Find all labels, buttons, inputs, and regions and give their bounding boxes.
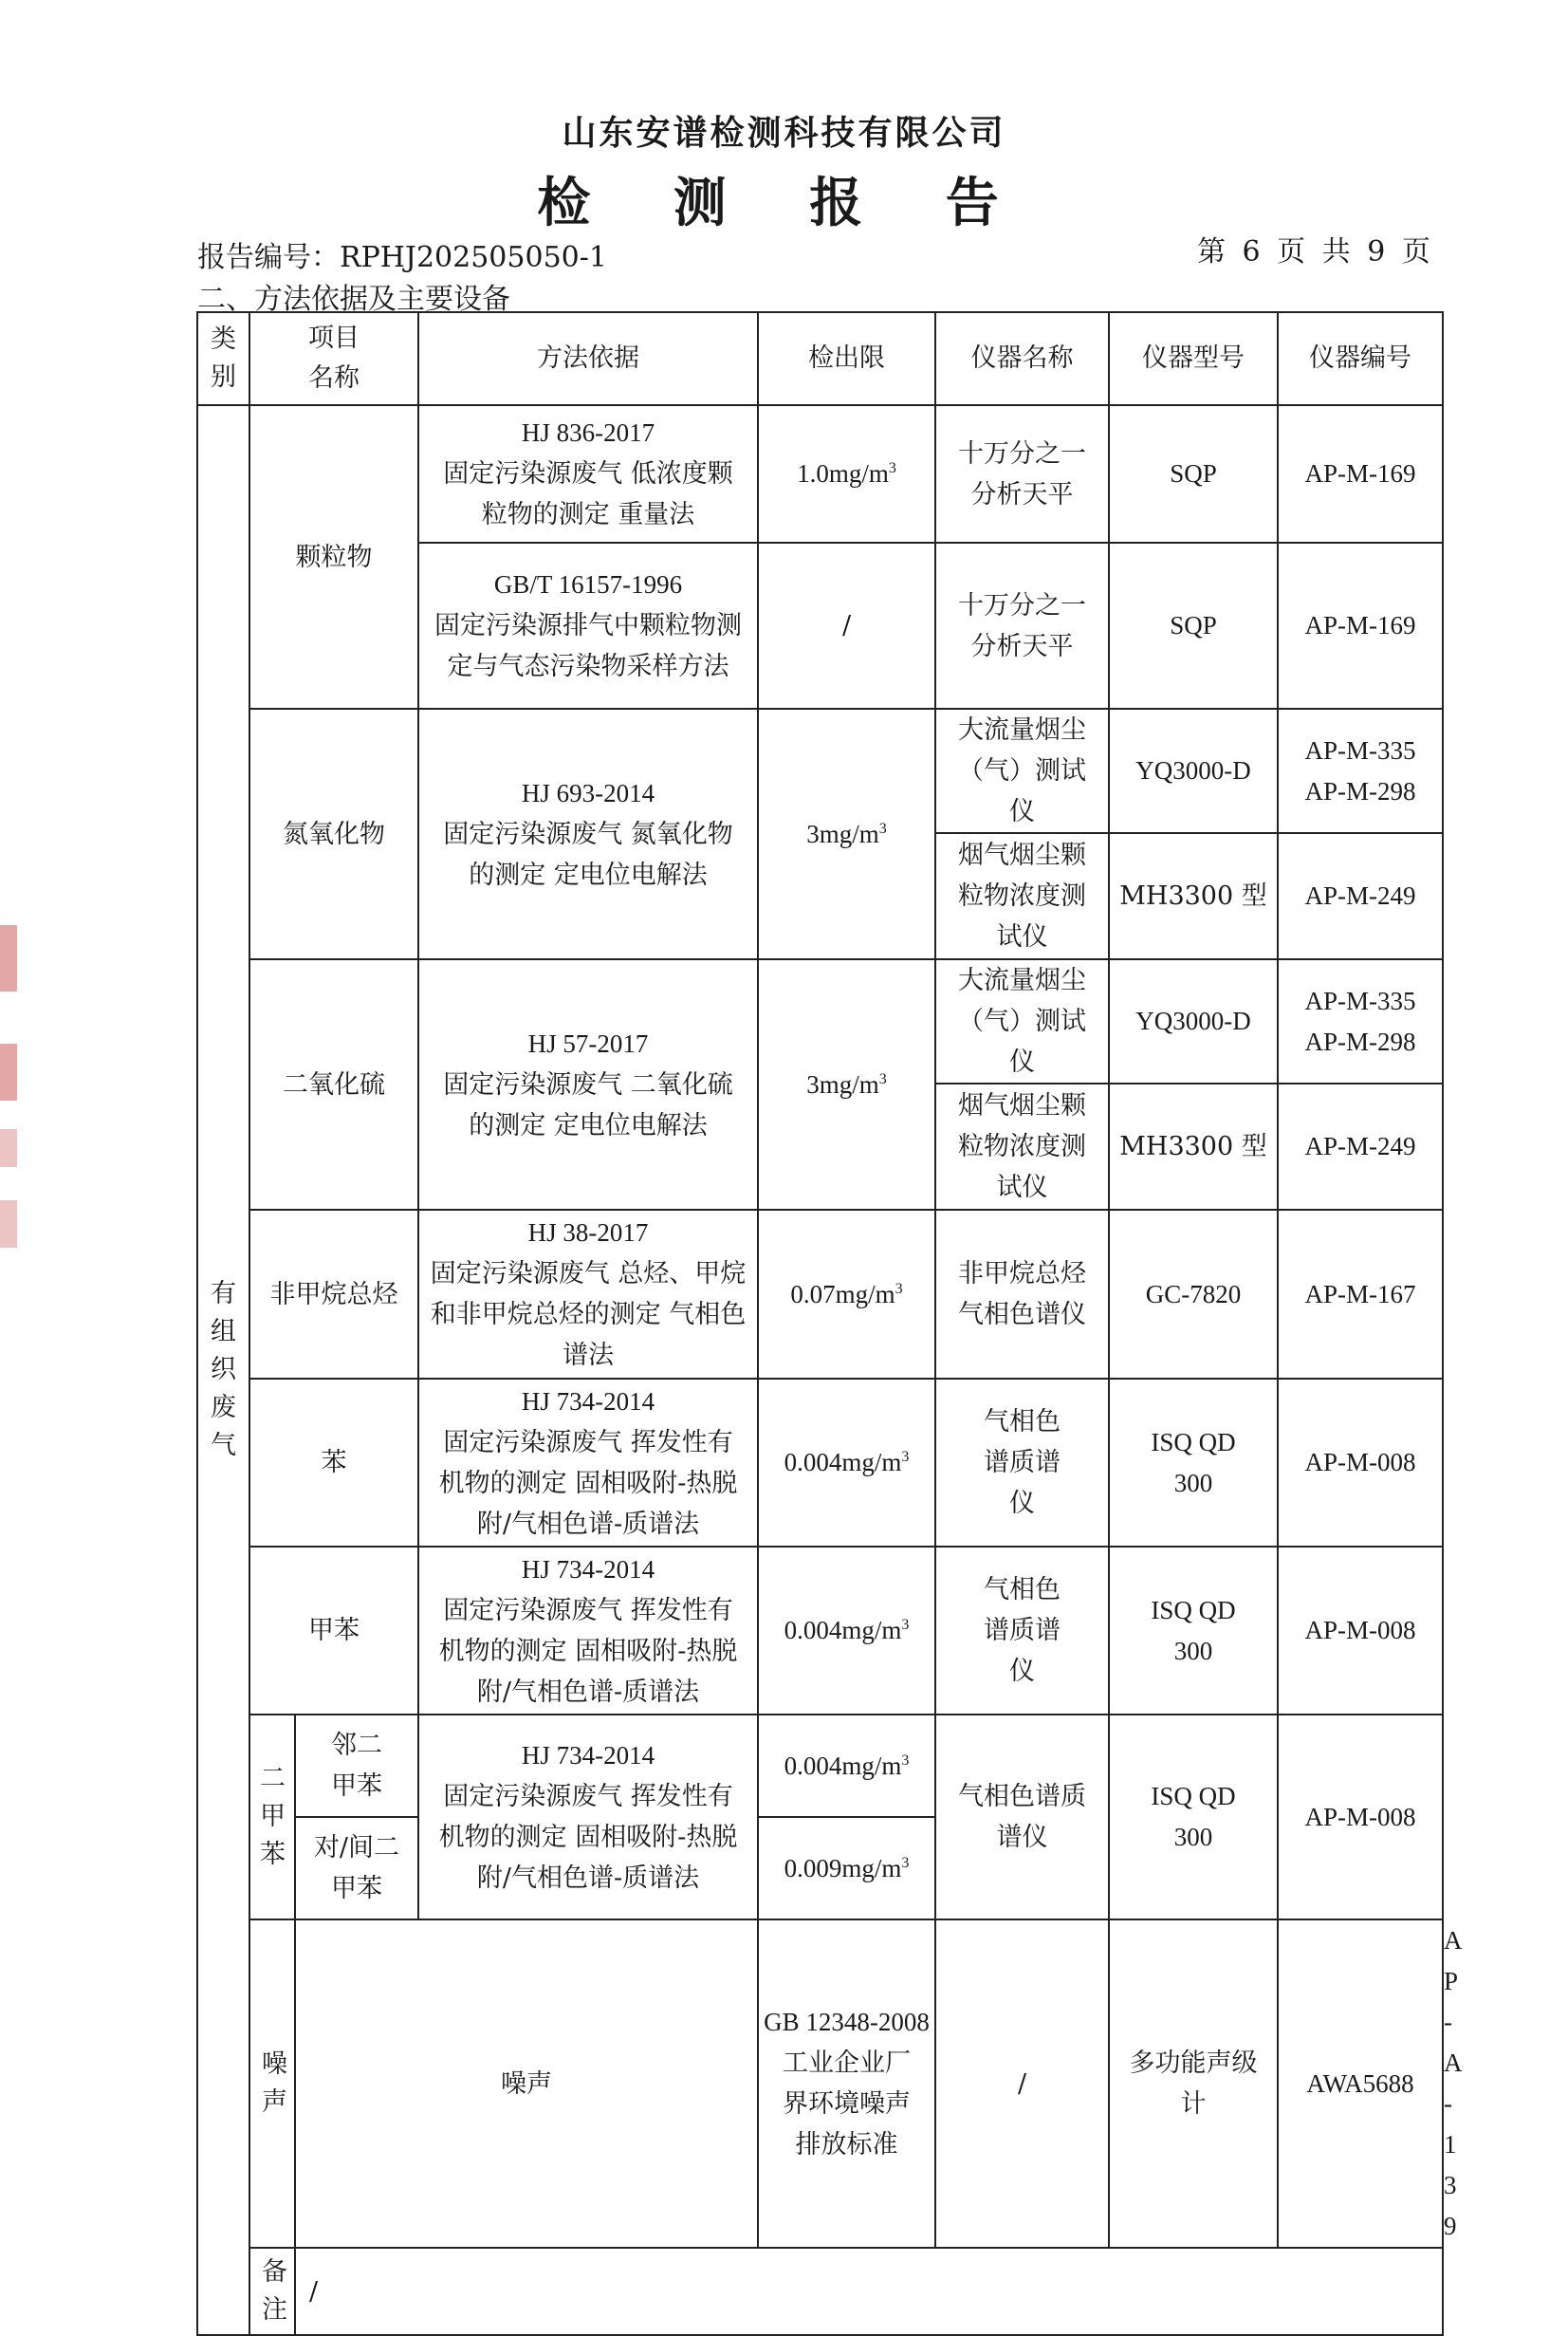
method-cell: [418, 1379, 758, 1547]
header-model: 仪器型号: [1109, 312, 1278, 405]
instrument-name: 大流量烟尘（气）测试仪: [935, 959, 1109, 1084]
section-title: 二、方法依据及主要设备: [197, 283, 510, 316]
table-row: [197, 405, 1443, 543]
header-number: 仪器编号: [1278, 312, 1443, 405]
instrument-model: SQP: [1109, 405, 1278, 543]
method-text: 固定污染源废气 挥发性有机物的测定 固相吸附-热脱附/气相色谱-质谱法: [438, 1782, 738, 1893]
method-code: GB/T 16157-1996: [493, 570, 683, 599]
method-code: HJ 38-2017: [527, 1218, 649, 1247]
detection-limit: $0.004mg/m^3$: [758, 1715, 935, 1817]
category-organized-gas: 有组织废气: [197, 405, 249, 2335]
instrument-number: AP-M-169: [1278, 405, 1443, 543]
instrument-number: AP-M-335 AP-M-298: [1278, 959, 1443, 1084]
instrument-name: 烟气烟尘颗粒物浓度测试仪: [935, 833, 1109, 959]
detection-limit: $0.009mg/m^3$: [758, 1817, 935, 1919]
instrument-number: AP-M-167: [1278, 1210, 1443, 1379]
table-row: [197, 1547, 1443, 1715]
instrument-number: AP-M-008: [1278, 1379, 1443, 1547]
item-name: 氮氧化物: [249, 709, 418, 959]
header-method: 方法依据: [418, 312, 758, 405]
instrument-name: 气相色谱质谱仪: [935, 1379, 1109, 1547]
instrument-name: 大流量烟尘（气）测试仪: [935, 709, 1109, 833]
method-cell: [418, 1210, 758, 1379]
detection-limit: $0.004mg/m^3$: [758, 1379, 935, 1547]
detection-limit: /: [935, 1919, 1109, 2248]
method-text: 固定污染源废气 低浓度颗粒物的测定 重量法: [443, 459, 733, 529]
header-instrument: 仪器名称: [935, 312, 1109, 405]
page-info: 第 6 页 共 9 页: [1197, 235, 1434, 269]
item-name: 颗粒物: [249, 405, 418, 709]
instrument-model: ISQ QD 300: [1109, 1715, 1278, 1919]
method-code: HJ 57-2017: [527, 1029, 649, 1058]
detection-limit: /: [758, 543, 935, 709]
header-limit: 检出限: [758, 312, 935, 405]
table-row: [197, 1210, 1443, 1379]
instrument-model: ISQ QD 300: [1109, 1379, 1278, 1547]
instrument-name: 非甲烷总烃气相色谱仪: [935, 1210, 1109, 1379]
instrument-name: 气相色谱质谱仪: [935, 1547, 1109, 1715]
instrument-model: MH3300 型: [1109, 1084, 1278, 1210]
category-remark: 备注: [249, 2248, 295, 2335]
seal-stamp-edge: [0, 925, 21, 1248]
item-name: 对/间二甲苯: [295, 1817, 418, 1919]
item-name: 二氧化硫: [249, 959, 418, 1210]
instrument-model: ISQ QD 300: [1109, 1547, 1278, 1715]
instrument-name: 十万分之一分析天平: [935, 543, 1109, 709]
header-item: 项目名称: [249, 312, 418, 405]
instrument-model: YQ3000-D: [1109, 709, 1278, 833]
method-equipment-table: [196, 311, 1463, 2336]
instrument-model: SQP: [1109, 543, 1278, 709]
method-code: HJ 836-2017: [521, 418, 655, 447]
instrument-number: AP-M-008: [1278, 1715, 1443, 1919]
table-row: [197, 1715, 1443, 1817]
instrument-name: 气相色谱质谱仪: [935, 1715, 1109, 1919]
instrument-number: AP-M-169: [1278, 543, 1443, 709]
method-text: 固定污染源排气中颗粒物测定与气态污染物采样方法: [434, 611, 742, 681]
remark-value: /: [295, 2248, 1443, 2335]
instrument-name: 多功能声级计: [1109, 1919, 1278, 2248]
item-group-xylene: 二甲苯: [249, 1715, 295, 1919]
table-row: [197, 709, 1443, 833]
method-code: HJ 693-2014: [521, 778, 655, 807]
table-row: [197, 1379, 1443, 1547]
detection-limit: $0.004mg/m^3$: [758, 1547, 935, 1715]
method-code: HJ 734-2014: [521, 1554, 655, 1584]
method-cell: [418, 1547, 758, 1715]
method-cell: [418, 959, 758, 1210]
method-cell: [758, 1919, 935, 2248]
table-header-row: [197, 312, 1443, 405]
method-cell: [418, 405, 758, 543]
method-text: 固定污染源废气 挥发性有机物的测定 固相吸附-热脱附/气相色谱-质谱法: [438, 1427, 738, 1539]
method-text: 工业企业厂界环境噪声排放标准: [783, 2049, 911, 2160]
detection-limit: $3mg/m^3$: [758, 709, 935, 959]
detection-limit: $1.0mg/m^3$: [758, 405, 935, 543]
instrument-number: AP-M-008: [1278, 1547, 1443, 1715]
method-text: 固定污染源废气 总烃、甲烷和非甲烷总烃的测定 气相色谱法: [430, 1259, 747, 1370]
instrument-name: 烟气烟尘颗粒物浓度测试仪: [935, 1084, 1109, 1210]
table-row: 噪声 噪声 GB 12348-2008 工业企业厂界环境噪声排放标准 / 多功能声级计 AWA5688 AP-A-139: [197, 1919, 1443, 2248]
item-name: 甲苯: [249, 1547, 418, 1715]
method-code: HJ 734-2014: [521, 1386, 655, 1416]
item-name: 非甲烷总烃: [249, 1210, 418, 1379]
document-title: 检 测 报 告: [537, 172, 1031, 234]
detection-limit: $3mg/m^3$: [758, 959, 935, 1210]
header-category: 类别: [197, 312, 249, 405]
instrument-model: YQ3000-D: [1109, 959, 1278, 1084]
instrument-name: 十万分之一分析天平: [935, 405, 1109, 543]
detection-limit: $0.07mg/m^3$: [758, 1210, 935, 1379]
instrument-number: AP-M-335 AP-M-298: [1278, 709, 1443, 833]
method-cell: [418, 709, 758, 959]
instrument-number: AP-M-249: [1278, 833, 1443, 959]
method-code: GB 12348-2008: [764, 2008, 930, 2036]
instrument-number: AP-M-249: [1278, 1084, 1443, 1210]
instrument-model: MH3300 型: [1109, 833, 1278, 959]
method-cell: [418, 1715, 758, 1919]
report-number: 报告编号：RPHJ202505050-1: [197, 241, 607, 274]
table-row: [197, 959, 1443, 1084]
category-noise: 噪声: [249, 1919, 295, 2248]
company-name: 山东安谱检测科技有限公司: [562, 113, 1006, 153]
method-cell: [418, 543, 758, 709]
item-name: 噪声: [295, 1919, 758, 2248]
method-text: 固定污染源废气 挥发性有机物的测定 固相吸附-热脱附/气相色谱-质谱法: [438, 1595, 738, 1707]
instrument-model: GC-7820: [1109, 1210, 1278, 1379]
instrument-model: AWA5688: [1278, 1919, 1443, 2248]
item-name: 邻二甲苯: [295, 1715, 418, 1817]
method-code: HJ 734-2014: [521, 1741, 655, 1770]
method-text: 固定污染源废气 氮氧化物的测定 定电位电解法: [443, 819, 733, 890]
table-row-remark: [197, 2248, 1443, 2335]
item-name: 苯: [249, 1379, 418, 1547]
method-text: 固定污染源废气 二氧化硫的测定 定电位电解法: [443, 1069, 733, 1140]
